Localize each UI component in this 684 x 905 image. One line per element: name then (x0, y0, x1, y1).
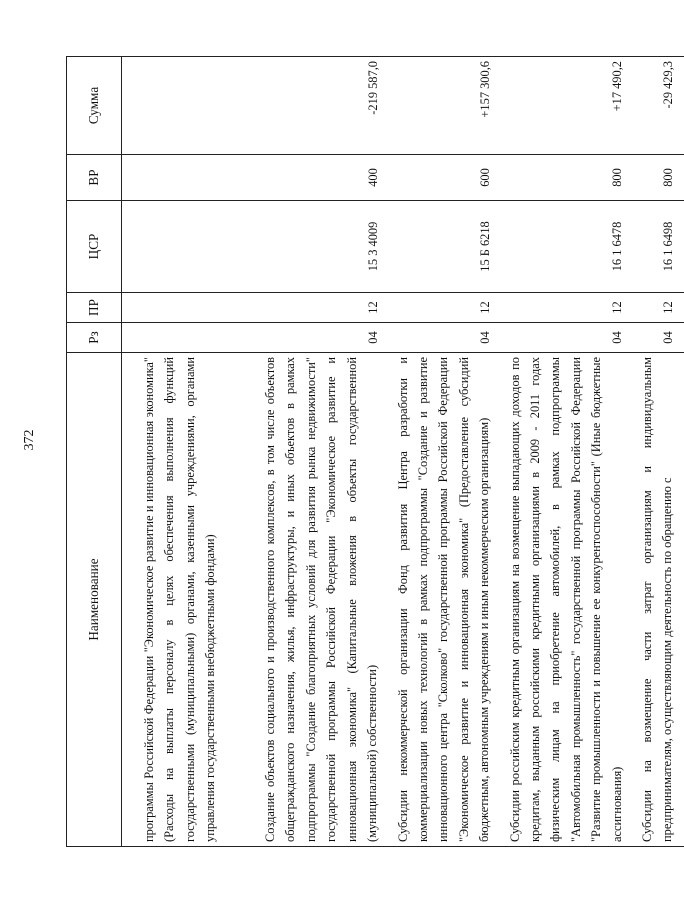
header-sum: Сумма (67, 57, 122, 155)
row-name: Субсидии российским кредитным организациям на возмещение выпадающих доходов по кредитам, выданным российскими кредитными организациями в 2009 - 2011 годах физическим лицам на приобретение автомобилей, в рамках подпрограммы "Автомобильная промышленность" государственной программы Российской Федерации "Развитие промышленности и повышение ее конкурентоспособности" (Иные бюджетные ассигнования) (501, 353, 633, 847)
row-pr: 12 (389, 293, 501, 323)
header-csr: ЦСР (67, 201, 122, 293)
row-rz: 04 (501, 323, 633, 353)
table-container (66, 57, 675, 847)
table-row (122, 57, 227, 847)
row-pr: 12 (227, 293, 389, 323)
row-pr: 12 (633, 293, 684, 323)
row-csr: 15 3 4009 (227, 201, 389, 293)
row-rz: 04 (227, 323, 389, 353)
header-name: Наименование (67, 353, 122, 847)
header-rz: Рз (67, 323, 122, 353)
row-sum: -29 429,3 (633, 57, 684, 155)
row-csr (122, 201, 227, 293)
row-csr: 16 1 6478 (501, 201, 633, 293)
budget-table (66, 56, 684, 847)
row-rz (122, 323, 227, 353)
rotated-table-area (66, 57, 675, 847)
table-header-row (67, 57, 122, 847)
row-vr: 400 (227, 155, 389, 201)
row-csr: 15 Б 6218 (389, 201, 501, 293)
row-name: программы Российской Федерации "Экономическое развитие и инновационная экономика" (Расходы на выплаты персоналу в целях обеспечения выполнения функций государственными (муниципальными) органами, казенными учреждениями, органами управления государственными внебюджетными фондами) (122, 353, 227, 847)
row-vr (122, 155, 227, 201)
table-row (389, 57, 501, 847)
row-pr: 12 (501, 293, 633, 323)
table-row (633, 57, 684, 847)
header-pr: ПР (67, 293, 122, 323)
row-rz: 04 (633, 323, 684, 353)
row-name: Субсидии на возмещение части затрат организациям и индивидуальным предпринимателям, осуществляющим деятельность по обращению с (633, 353, 684, 847)
row-pr (122, 293, 227, 323)
row-sum (122, 57, 227, 155)
row-rz: 04 (389, 323, 501, 353)
table-row (501, 57, 633, 847)
row-csr: 16 1 6498 (633, 201, 684, 293)
table-row (227, 57, 389, 847)
row-sum: +17 490,2 (501, 57, 633, 155)
row-name: Субсидии некоммерческой организации Фонд развития Центра разработки и коммерциализации новых технологий в рамках подпрограммы "Создание и развитие инновационного центра "Сколково" государственной программы Российской Федерации "Экономическое развитие и инновационная экономика" (Предоставление субсидий бюджетным, автономным учреждениям и иным некоммерческим организациям) (389, 353, 501, 847)
row-vr: 600 (389, 155, 501, 201)
row-name: Создание объектов социального и производственного комплексов, в том числе объектов общегражданского назначения, жилья, инфраструктуры, и иных объектов в рамках подпрограммы "Создание благоприятных условий для развития рынка недвижимости" государственной программы Российской Федерации "Экономическое развитие и инновационная экономика" (Капитальные вложения в объекты государственной (муниципальной) собственности) (227, 353, 389, 847)
row-sum: +157 300,6 (389, 57, 501, 155)
page-number: 372 (22, 429, 37, 451)
row-vr: 800 (501, 155, 633, 201)
header-vr: ВР (67, 155, 122, 201)
row-vr: 800 (633, 155, 684, 201)
row-sum: -219 587,0 (227, 57, 389, 155)
